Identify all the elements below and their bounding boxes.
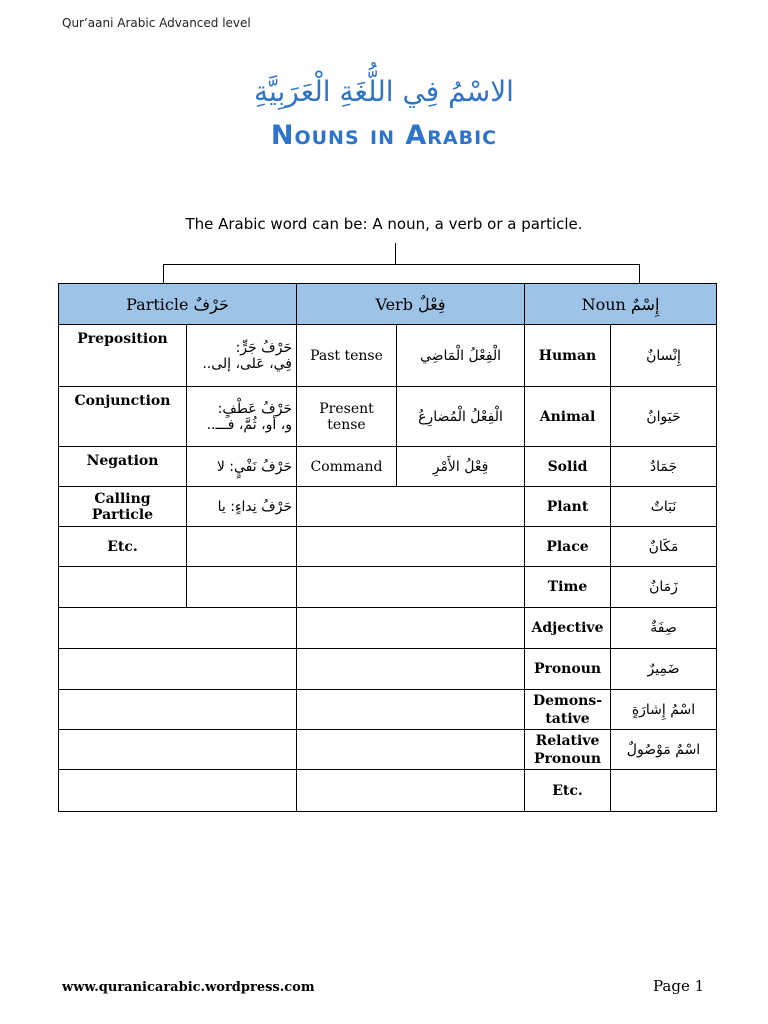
table-row: [59, 690, 717, 730]
footer-url: www.quranicarabic.wordpress.com: [62, 980, 315, 995]
page-number: Page 1: [653, 977, 705, 995]
noun-ar: اسْمُ إِشارَةٍ: [611, 690, 717, 730]
particle-empty: [59, 770, 297, 812]
verb-ar: الْفِعْلُ الْمُضارِعُ: [397, 387, 525, 447]
table-row: [59, 649, 717, 690]
noun-ar: زَمَانٌ: [611, 567, 717, 608]
header-noun: Noun إِسْمٌ: [525, 284, 717, 325]
particle-empty: [59, 567, 187, 608]
verb-ar: الْفِعْلُ الْمَاضِي: [397, 325, 525, 387]
noun-ar: مَكَانٌ: [611, 527, 717, 567]
header-note: Qur’aani Arabic Advanced level: [62, 16, 251, 30]
particle-en: Preposition: [59, 325, 187, 387]
noun-ar: صِفَةٌ: [611, 608, 717, 649]
verb-en: Command: [297, 447, 397, 487]
particle-empty: [59, 690, 297, 730]
table-row: [59, 770, 717, 812]
particle-en: Etc.: [59, 527, 187, 567]
table-row: [59, 487, 717, 527]
particle-empty: [59, 608, 297, 649]
noun-en: Place: [525, 527, 611, 567]
header-verb: Verb فِعْلٌ: [297, 284, 525, 325]
english-title: Nouns in Arabic: [270, 120, 498, 151]
arabic-title: الاسْمُ فِي اللُّغَةِ الْعَرَبِيَّةِ: [254, 75, 514, 108]
particle-ar: حَرْفُ جَرٍّ: فِي، عَلى، إلى..: [187, 325, 297, 387]
table-header-row: [59, 284, 717, 325]
table-row: [59, 387, 717, 447]
table-row: [59, 527, 717, 567]
noun-ar: حَيَوانٌ: [611, 387, 717, 447]
particle-ar: حَرْفُ عَطْفٍ: و، أو، ثُمَّ، فـــ..: [187, 387, 297, 447]
table-row: [59, 730, 717, 770]
table-row: [59, 447, 717, 487]
noun-ar: اسْمٌ مَوْصُولٌ: [611, 730, 717, 770]
table-row: [59, 325, 717, 387]
verb-empty: [297, 608, 525, 649]
verb-en: Present tense: [297, 387, 397, 447]
particle-en: Calling Particle: [59, 487, 187, 527]
bracket-bar: [163, 264, 640, 265]
particle-en: Negation: [59, 447, 187, 487]
noun-en: Relative Pronoun: [525, 730, 611, 770]
noun-en: Animal: [525, 387, 611, 447]
noun-ar: جَمَادٌ: [611, 447, 717, 487]
noun-en: Time: [525, 567, 611, 608]
bracket-stem: [395, 243, 396, 265]
noun-ar: [611, 770, 717, 812]
noun-en: Plant: [525, 487, 611, 527]
table-row: [59, 608, 717, 649]
verb-empty: [297, 527, 525, 567]
noun-ar: ضَمِيرٌ: [611, 649, 717, 690]
bracket-right-leg: [639, 264, 640, 283]
verb-empty: [297, 730, 525, 770]
particle-en: Conjunction: [59, 387, 187, 447]
noun-en: Demons-tative: [525, 690, 611, 730]
intro-sentence: The Arabic word can be: A noun, a verb or a particle.: [185, 215, 583, 233]
word-types-table: [58, 283, 717, 812]
verb-empty: [297, 770, 525, 812]
verb-empty: [297, 567, 525, 608]
particle-empty: [59, 649, 297, 690]
verb-empty: [297, 487, 525, 527]
header-particle: Particle حَرْفٌ: [59, 284, 297, 325]
particle-empty: [187, 567, 297, 608]
noun-ar: نَبَاتٌ: [611, 487, 717, 527]
particle-empty: [59, 730, 297, 770]
verb-ar: فِعْلُ الأَمْرِ: [397, 447, 525, 487]
table-row: [59, 567, 717, 608]
particle-ar: حَرْفُ نِداءٍ: يا: [187, 487, 297, 527]
noun-en: Solid: [525, 447, 611, 487]
noun-ar: إِنْسانٌ: [611, 325, 717, 387]
noun-en: Pronoun: [525, 649, 611, 690]
particle-ar: حَرْفُ نَفْيٍ: لا: [187, 447, 297, 487]
verb-en: Past tense: [297, 325, 397, 387]
noun-en: Human: [525, 325, 611, 387]
verb-empty: [297, 649, 525, 690]
bracket-left-leg: [163, 264, 164, 283]
verb-empty: [297, 690, 525, 730]
noun-en: Etc.: [525, 770, 611, 812]
noun-en: Adjective: [525, 608, 611, 649]
particle-empty: [187, 527, 297, 567]
